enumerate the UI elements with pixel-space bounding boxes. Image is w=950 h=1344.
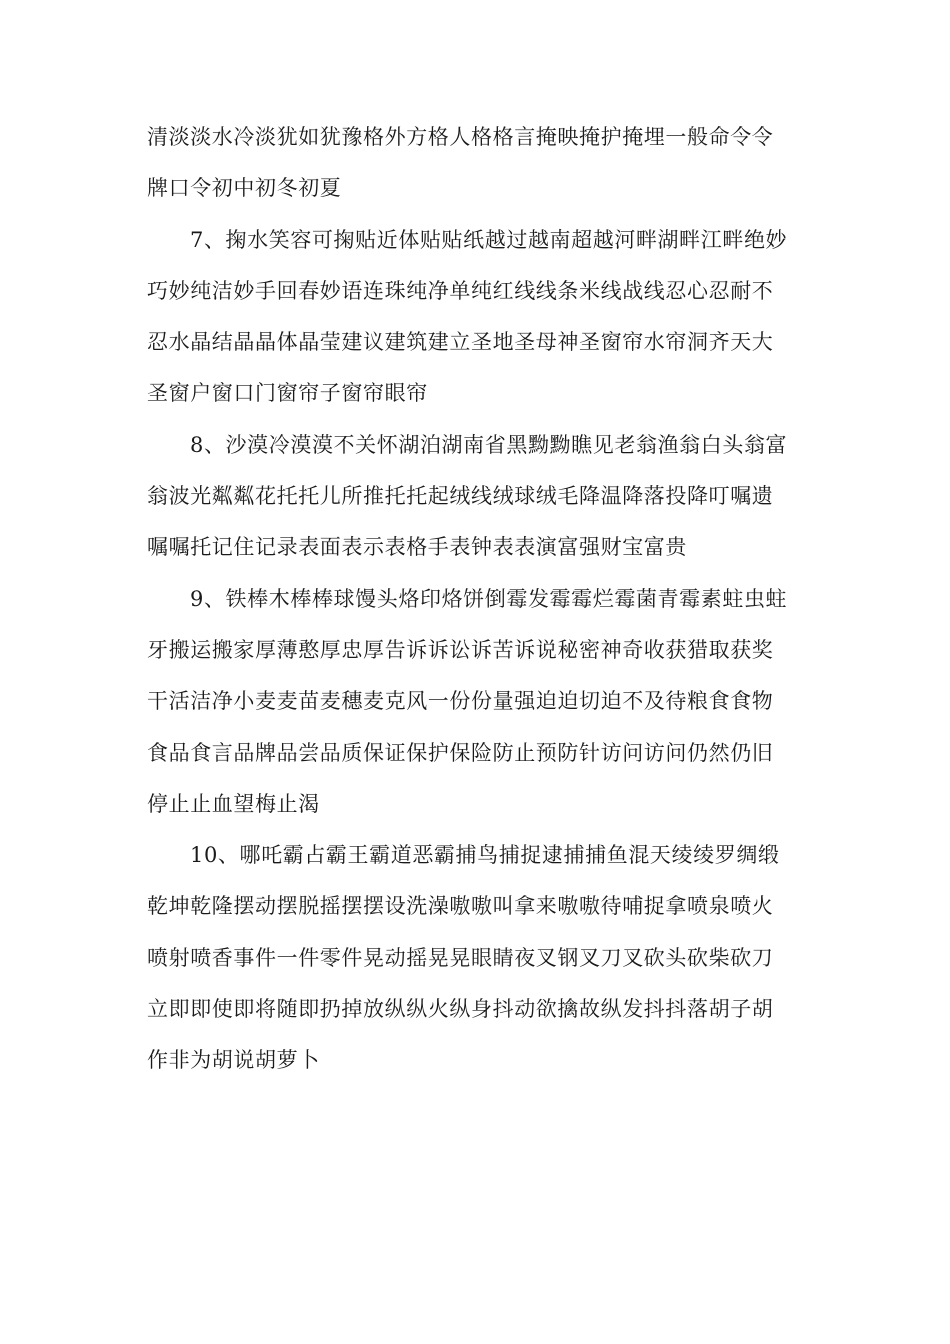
text-line: 圣窗户窗口门窗帘子窗帘眼帘: [147, 381, 428, 406]
text-line: 巧妙纯洁妙手回春妙语连珠纯净单纯红线线条米线战线忍心忍耐不: [147, 278, 774, 303]
text-line: 牌口令初中初冬初夏: [147, 176, 342, 201]
text-line: 牙搬运搬家厚薄憨厚忠厚告诉诉讼诉苦诉说秘密神奇收获猎取获奖: [147, 637, 774, 662]
text-line: 立即即使即将随即扔掉放纵纵火纵身抖动欲擒故纵发抖抖落胡子胡: [147, 997, 774, 1022]
text-line: 作非为胡说胡萝卜: [147, 1048, 320, 1073]
paragraph-10: [147, 830, 807, 1086]
paragraph-9: [147, 574, 807, 830]
document-body: [147, 112, 807, 1087]
text-line: 翁波光粼粼花托托儿所推托托起绒线绒球绒毛降温降落投降叮嘱遗: [147, 484, 774, 509]
text-line: 忍水晶结晶晶体晶莹建议建筑建立圣地圣母神圣窗帘水帘洞齐天大: [147, 330, 774, 355]
paragraph-8: [147, 420, 807, 574]
text-line: 嘱嘱托记住记录表面表示表格手表钟表表演富强财宝富贵: [147, 535, 687, 560]
text-line: 8、沙漠冷漠漠不关怀湖泊湖南省黑黝黝瞧见老翁渔翁白头翁富: [190, 432, 788, 457]
text-line: 干活洁净小麦麦苗麦穗麦克风一份份量强迫迫切迫不及待粮食食物: [147, 689, 774, 714]
text-line: 10、哪吒霸占霸王霸道恶霸捕鸟捕捉逮捕捕鱼混天绫绫罗绸缎: [190, 843, 780, 868]
paragraph-7: [147, 215, 807, 420]
text-line: 9、铁棒木棒棒球馒头烙印烙饼倒霉发霉霉烂霉菌青霉素蛀虫蛀: [190, 586, 788, 611]
paragraph-6-continuation: [147, 112, 807, 215]
text-line: 清淡淡水冷淡犹如犹豫格外方格人格格言掩映掩护掩埋一般命令令: [147, 125, 774, 149]
text-line: 7、掬水笑容可掬贴近体贴贴纸越过越南超越河畔湖畔江畔绝妙: [190, 227, 788, 252]
text-line: 乾坤乾隆摆动摆脱摇摆摆设洗澡嗷嗷叫拿来嗷嗷待哺捉拿喷泉喷火: [147, 894, 774, 919]
text-line: 喷射喷香事件一件零件晃动摇晃晃眼睛夜叉钢叉刀叉砍头砍柴砍刀: [147, 945, 774, 970]
text-line: 食品食言品牌品尝品质保证保护保险防止预防针访问访问仍然仍旧: [147, 740, 774, 765]
text-line: 停止止血望梅止渴: [147, 791, 320, 816]
